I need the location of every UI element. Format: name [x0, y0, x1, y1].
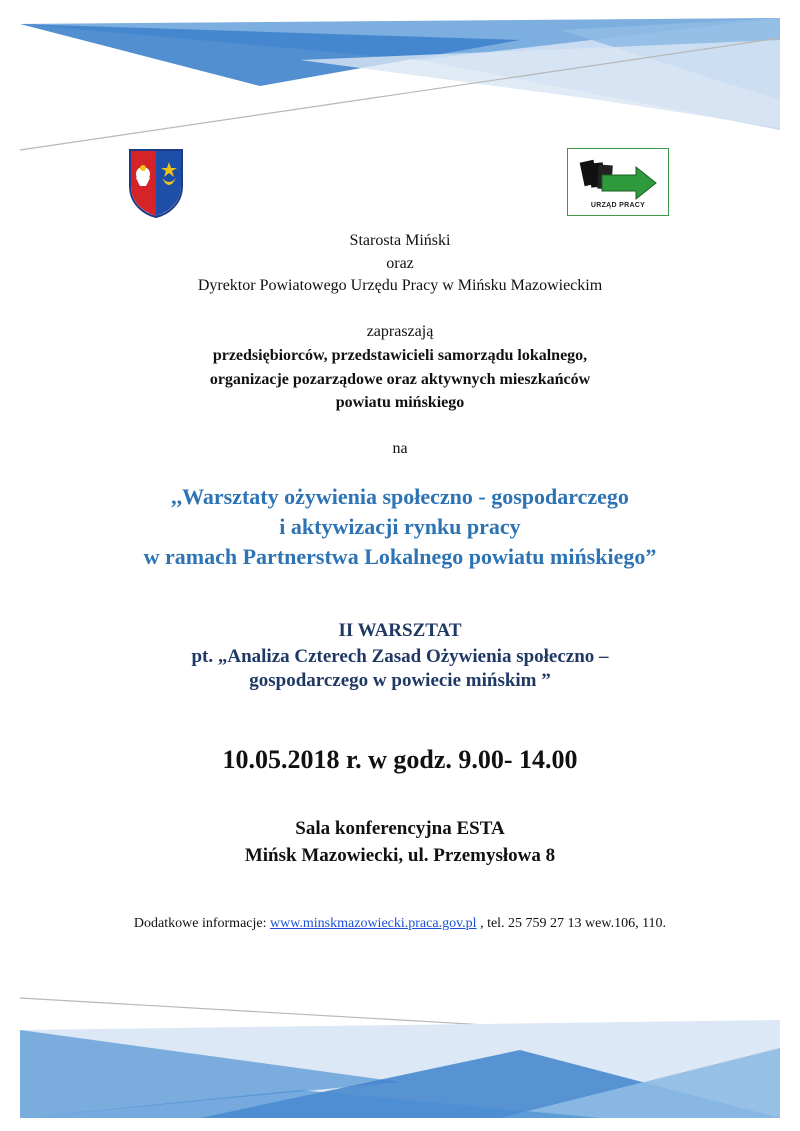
contact-prefix: Dodatkowe informacje:: [133, 916, 270, 931]
event-title-line-3: w ramach Partnerstwa Lokalnego powiatu mińskiego”: [143, 544, 657, 569]
urzad-pracy-label: URZĄD PRACY: [590, 202, 646, 209]
venue-address: Mińsk Mazowiecki, ul. Przemysłowa 8: [244, 845, 556, 866]
workshop-number: II WARSZTAT: [338, 620, 462, 641]
audience-line-1: przedsiębiorców, przedstawicieli samorządu lokalnego,: [212, 347, 588, 364]
venue-hall: Sala konferencyjna ESTA: [295, 818, 505, 839]
organizer-director: Dyrektor Powiatowego Urzędu Pracy w Mińsku Mazowieckim: [197, 277, 603, 294]
audience-line-2: organizacje pozarządowe oraz aktywnych mieszkańców: [209, 371, 591, 388]
urzad-pracy-logo: [567, 148, 669, 216]
event-title-line-1: ,,Warsztaty ożywienia społeczno - gospodarczego: [171, 484, 629, 509]
workshop-subtitle-line-1: pt. „Analiza Czterech Zasad Ożywienia społeczno –: [191, 646, 609, 667]
organizer-starosta: Starosta Miński: [349, 232, 451, 249]
event-title-line-2: i aktywizacji rynku pracy: [279, 514, 521, 539]
workshop-subtitle-line-2: gospodarczego w powiecie mińskim ”: [249, 670, 551, 691]
powiat-crest-icon: [128, 148, 184, 218]
contact-info: [0, 916, 800, 932]
top-decorative-band: [0, 0, 800, 160]
event-datetime: 10.05.2018 r. w godz. 9.00- 14.00: [222, 745, 578, 774]
contact-phone: , tel. 25 759 27 13 wew.106, 110.: [476, 916, 667, 931]
bottom-decorative-band: [0, 990, 800, 1131]
invitation-preposition: na: [392, 440, 408, 457]
website-link[interactable]: www.minskmazowiecki.praca.gov.pl: [269, 916, 477, 931]
organizer-conjunction: oraz: [386, 255, 414, 272]
invitation-verb: zapraszają: [366, 323, 434, 340]
audience-line-3: powiatu mińskiego: [335, 394, 465, 411]
